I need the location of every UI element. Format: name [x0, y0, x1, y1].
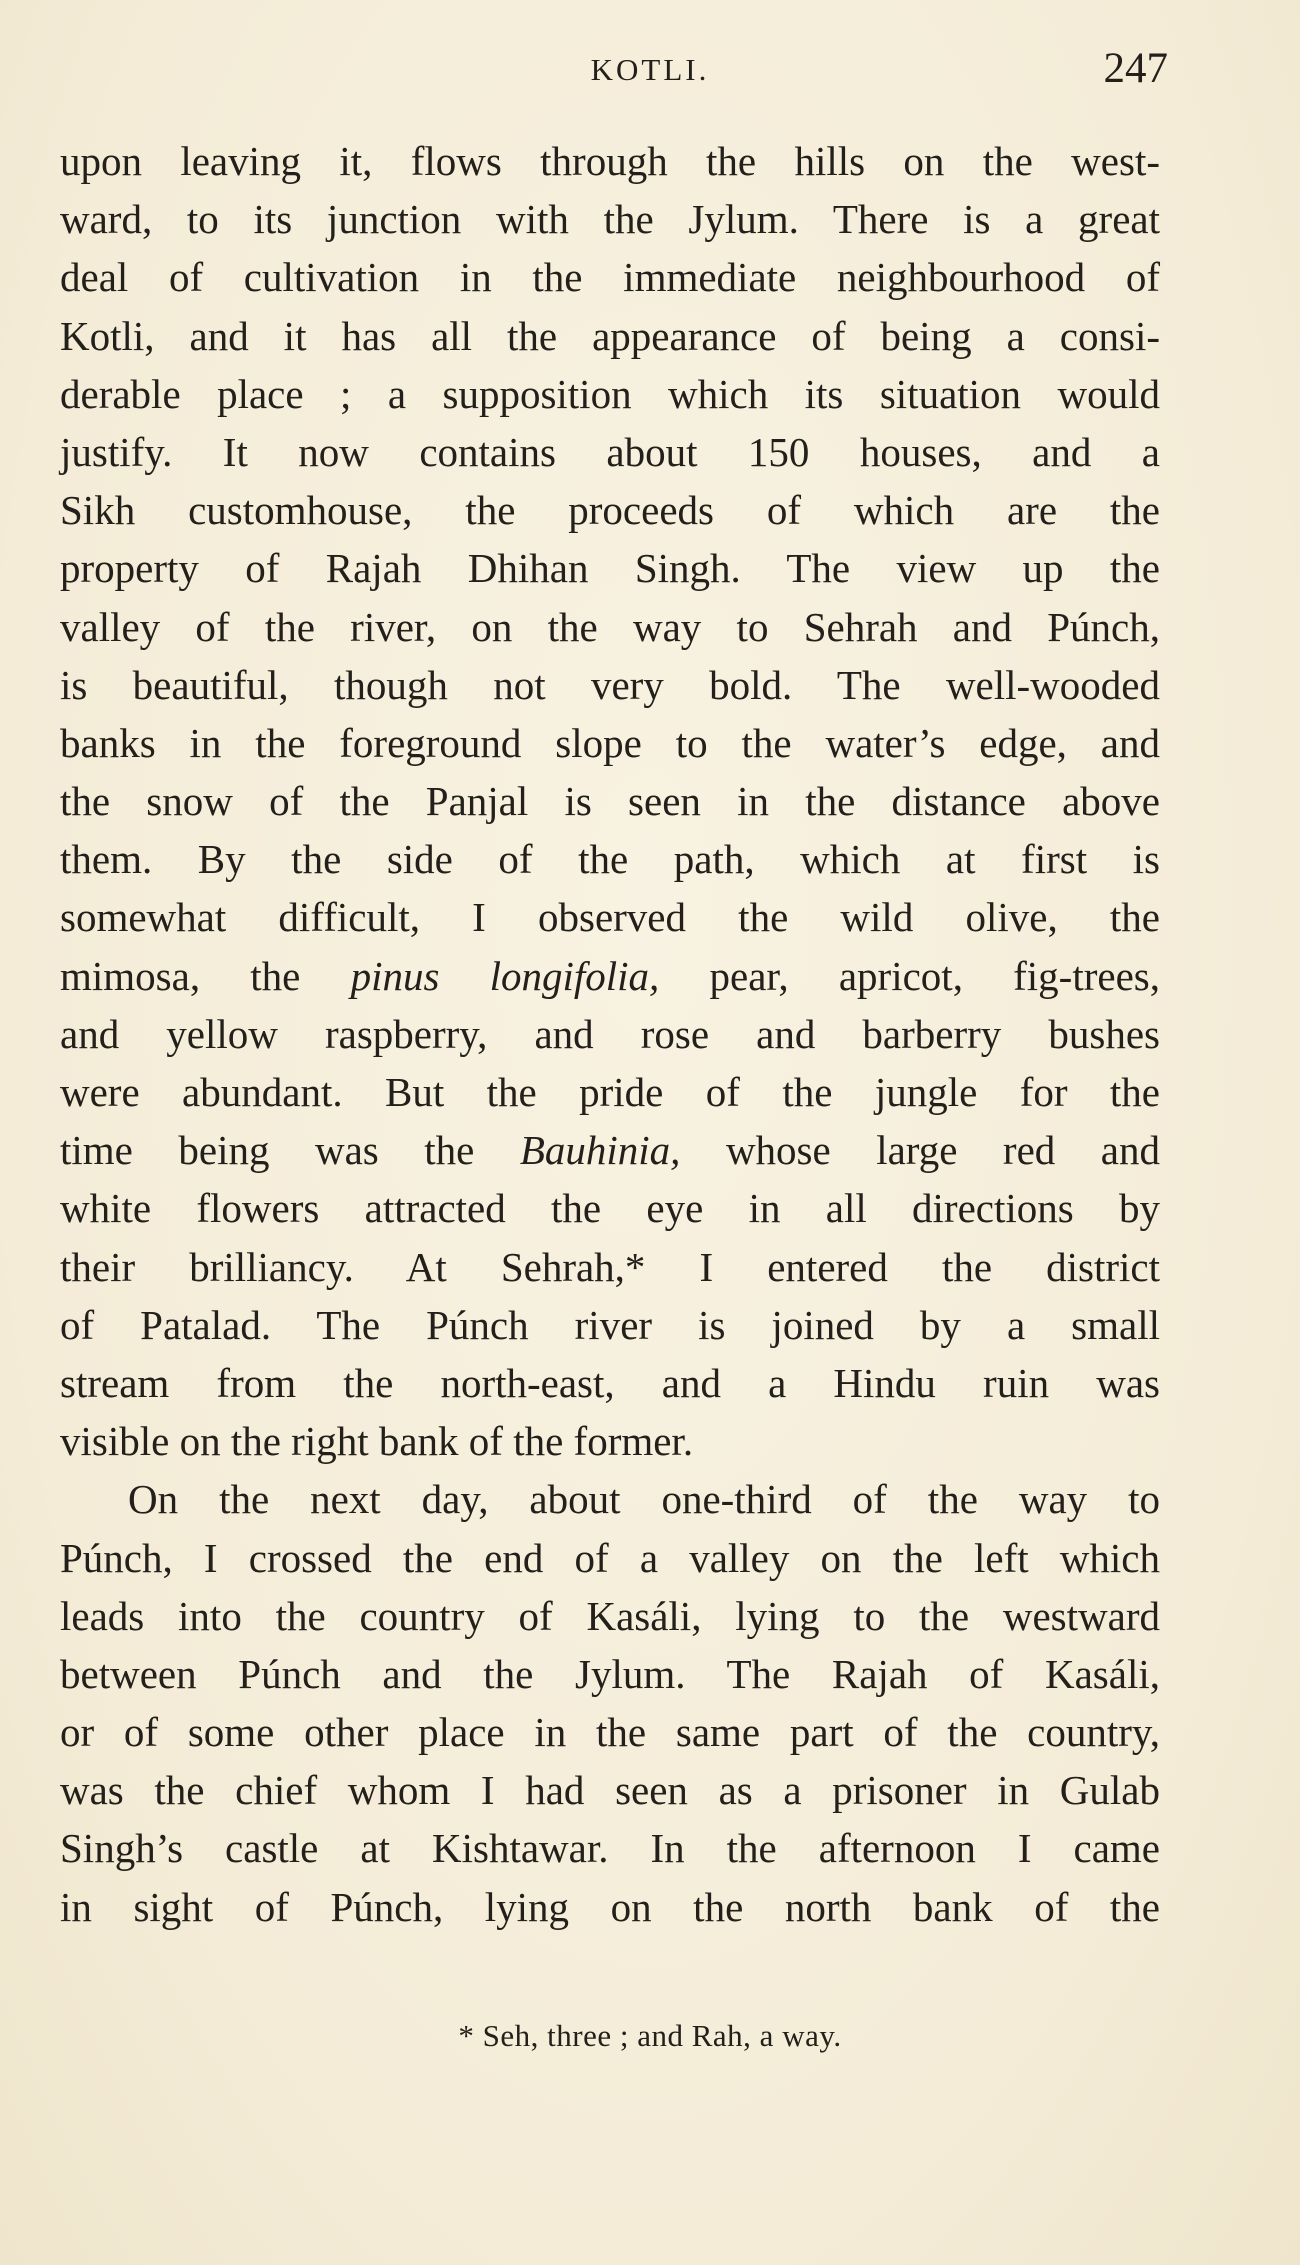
running-title: KOTLI.	[590, 52, 710, 87]
text-line: them. By the side of the path, which at first is	[60, 836, 1160, 883]
text-line: upon leaving it, flows through the hills on the west-	[60, 138, 1160, 184]
text-line: somewhat difficult, I observed the wild olive, the	[60, 894, 1160, 941]
text-line: Kotli, and it has all the appearance of being a consi-	[60, 312, 1160, 359]
text-line: is beautiful, though not very bold. The well-wooded	[60, 661, 1160, 708]
text-line: were abundant. But the pride of the jungle for the	[60, 1069, 1160, 1115]
body-text	[60, 132, 1160, 1936]
paragraph-start-line: On the next day, about one-third of the way to	[128, 1476, 1160, 1523]
text-line-with-italic	[60, 1121, 1160, 1179]
text-line: Sikh customhouse, the proceeds of which are the	[60, 487, 1160, 534]
text-line: in sight of Púnch, lying on the north bank of the	[60, 1883, 1160, 1930]
text-line: justify. It now contains about 150 houses, and a	[60, 428, 1160, 475]
text-line: white flowers attracted the eye in all directions by	[60, 1185, 1160, 1232]
italic-term-bauhinia: Bauhinia,	[519, 1127, 681, 1174]
text-line: Púnch, I crossed the end of a valley on the left which	[60, 1534, 1160, 1581]
text-line: valley of the river, on the way to Sehrah and Púnch,	[60, 603, 1160, 650]
text-line: their brilliancy. At Sehrah,* I entered the district	[60, 1243, 1160, 1290]
text-line: of Patalad. The Púnch river is joined by a small	[60, 1301, 1160, 1348]
text-line: between Púnch and the Jylum. The Rajah of Kasáli,	[60, 1650, 1160, 1697]
text-line: deal of cultivation in the immediate neighbourhood of	[60, 254, 1160, 301]
text-line-with-italic	[60, 947, 1160, 1005]
text-line: Singh’s castle at Kishtawar. In the afternoon I came	[60, 1825, 1160, 1872]
paragraph-end-line: visible on the right bank of the former.	[60, 1418, 694, 1465]
text-line: or of some other place in the same part of the country,	[60, 1709, 1160, 1756]
text-run: whose large red and	[680, 1127, 1160, 1174]
text-run: time being was the	[60, 1127, 520, 1174]
text-run: pear, apricot, fig-trees,	[659, 952, 1160, 999]
text-line: leads into the country of Kasáli, lying to the westward	[60, 1592, 1160, 1639]
text-line: stream from the north-east, and a Hindu ruin was	[60, 1359, 1160, 1406]
footnote: * Seh, three ; and Rah, a way.	[458, 2018, 842, 2053]
text-line: ward, to its junction with the Jylum. There is a great	[60, 196, 1160, 243]
text-line: banks in the foreground slope to the water’s edge, and	[60, 719, 1160, 766]
text-line: and yellow raspberry, and rose and barberry bushes	[60, 1010, 1160, 1057]
text-line: the snow of the Panjal is seen in the distance above	[60, 778, 1160, 825]
text-line: was the chief whom I had seen as a prisoner in Gulab	[60, 1767, 1160, 1814]
text-line: derable place ; a supposition which its situation would	[60, 370, 1160, 417]
text-run: mimosa, the	[60, 952, 351, 999]
running-head	[0, 44, 1300, 104]
italic-term-pinus-longifolia: pinus longifolia,	[350, 952, 660, 999]
text-line: property of Rajah Dhihan Singh. The view up the	[60, 545, 1160, 592]
page-number: 247	[1103, 45, 1168, 92]
